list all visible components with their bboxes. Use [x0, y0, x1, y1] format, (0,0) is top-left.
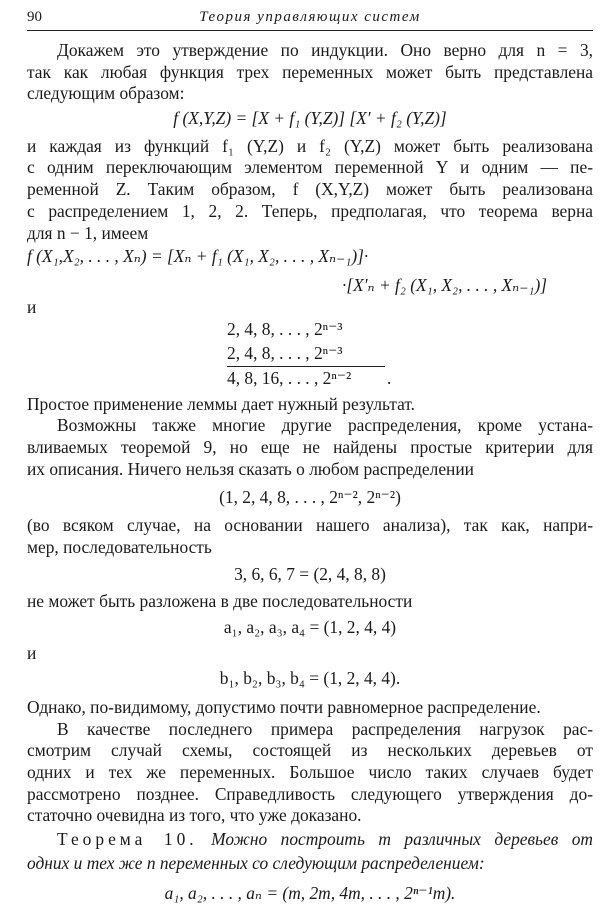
equation-a-sequence: a₁, a₂, a₃, a₄ = (1, 2, 4, 4): [223, 617, 397, 638]
paragraph-line: ременной Z. Таким образом, f (X,Y,Z) может быть реализована: [27, 179, 593, 200]
paragraph-line: мер, последовательность: [27, 536, 212, 557]
theorem-text: Можно построить m различных деревьев от: [197, 829, 593, 849]
sum-row: 2, 4, 8, . . . , 2ⁿ⁻³: [227, 342, 343, 363]
paragraph-line: так как любая функция трех переменных может быть представлена: [27, 61, 593, 82]
paragraph-line: с одним переключающим элементом переменной Y и одним — пе-: [27, 157, 593, 178]
equation-sequence: 3, 6, 6, 7 = (2, 4, 8, 8): [234, 563, 386, 584]
paragraph-line: Однако, по-видимому, допустимо почти равномерное распределение.: [27, 696, 541, 717]
page-number: 90: [27, 9, 42, 25]
paragraph-line: для n − 1, имеем: [27, 222, 149, 243]
equation-theorem: a₁, a₂, . . . , aₙ = (m, 2m, 4m, . . . , 2ⁿ⁻¹m).: [164, 883, 456, 903]
paragraph-line: не может быть разложена в две последовательности: [27, 590, 413, 611]
equation-f-xyz: f (X,Y,Z) = [X + f₁ (Y,Z)] [X′ + f₂ (Y,Z)]: [173, 107, 447, 128]
paragraph-line: Докажем это утверждение по индукции. Оно верно для n = 3,: [57, 39, 593, 60]
paragraph-line: статочно очевидна из того, что уже доказано.: [27, 805, 362, 826]
paragraph-line: одних и тех же переменных. Большое число таких случаев будет: [27, 762, 593, 782]
theorem-line: [57, 828, 593, 850]
paragraph-line: вливаемых теоремой 9, но еще не найдены простые критерии для: [27, 437, 593, 458]
equation-distribution: (1, 2, 4, 8, . . . , 2ⁿ⁻², 2ⁿ⁻²): [219, 486, 401, 507]
equation-induction-line2: ·[X′ₙ + f₂ (X₁, X₂, . . . , Xₙ₋₁)]: [342, 275, 548, 296]
theorem-label: Теорема 10.: [57, 829, 198, 849]
paragraph-line: В качестве последнего примера распределения нагрузок рас-: [57, 718, 593, 739]
paragraph-line: рассмотрено позднее. Справедливость следующего утверждения до-: [27, 783, 593, 804]
paragraph-line: Возможны также многие другие распределения, кроме устана-: [57, 415, 593, 436]
paragraph-line: следующим образом:: [27, 83, 185, 104]
paragraph-line: Простое применение леммы дает нужный результат.: [27, 393, 416, 414]
equation-induction-line1: f (X₁,X₂, . . . , Xₙ) = [Xₙ + f₁ (X₁, X₂, . . . , Xₙ₋₁)]·: [27, 246, 369, 267]
paragraph-line: (во всяком случае, на основании нашего анализа), так как, напри-: [27, 514, 593, 535]
paragraph-line: с распределением 1, 2, 2. Теперь, предполагая, что теорема верна: [27, 200, 593, 221]
conjunction: и: [27, 642, 37, 663]
conjunction: и: [27, 296, 37, 317]
equation-b-sequence: b₁, b₂, b₃, b₄ = (1, 2, 4, 4).: [219, 667, 401, 688]
paragraph-line: смотрим случай схемы, состоящей из нескольких деревьев от: [27, 740, 593, 761]
running-header: [27, 8, 593, 31]
theorem-line: одних и тех же n переменных со следующим распределением:: [27, 853, 485, 873]
sum-row: 4, 8, 16, . . . , 2ⁿ⁻²: [227, 368, 352, 389]
paragraph-line: их описания. Ничего нельзя сказать о любом распределении: [27, 458, 474, 479]
book-page: [27, 8, 593, 903]
running-title: Теория управляющих систем: [199, 9, 421, 25]
paragraph-line: и каждая из функций f₁ (Y,Z) и f₂ (Y,Z) может быть реализована: [27, 135, 593, 156]
sum-row: 2, 4, 8, . . . , 2ⁿ⁻³: [227, 319, 343, 340]
sum-period: .: [387, 368, 392, 389]
